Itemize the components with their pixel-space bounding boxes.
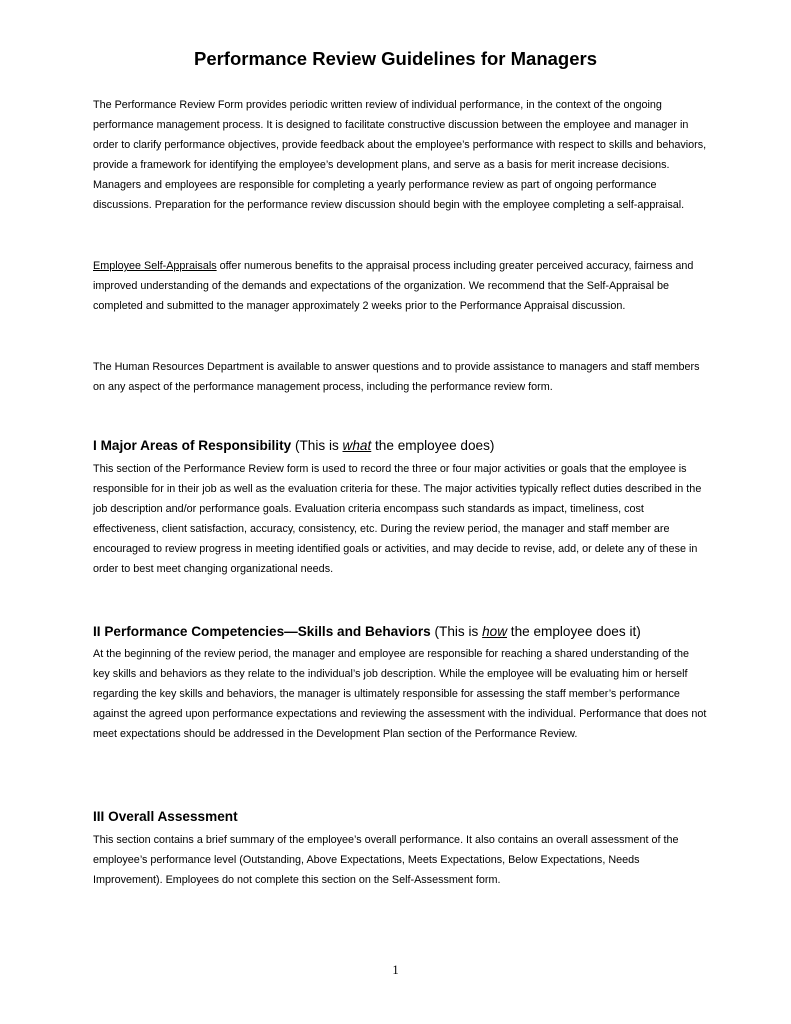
- section-2-body: At the beginning of the review period, the manager and employee are responsible for reaching a shared understanding of the key skills and behaviors as they relate to the individual’s job description. While the employee will be evaluating him or herself regarding the key skills and behaviors, the manager is ultimately responsible for assessing the staff member’s performance against the agreed upon performance expectations and reviewing the assessment with the individual. Performance that does not meet expectations should be addressed in the Development Plan section of the Performance Review.: [93, 648, 707, 741]
- self-appraisal-term: Employee Self-Appraisals: [93, 260, 217, 272]
- section-1-body: This section of the Performance Review form is used to record the three or four major activities or goals that the employee is responsible for in their job as well as the evaluation criteria for these. The major activities typically reflect duties described in the job description and/or performance goals. Evaluation criteria encompass such standards as impact, timeliness, cost effectiveness, client satisfaction, accuracy, consistency, etc. During the review period, the manager and staff member are encouraged to review progress in meeting identified goals or activities, and may decide to revise, add, or delete any of these in order to best meet changing organizational needs.: [93, 463, 702, 576]
- section-1-title: Major Areas of Responsibility: [100, 438, 292, 453]
- section-2-number: II: [93, 624, 101, 639]
- section-2-note: (This is how the employee does it): [434, 624, 641, 639]
- intro-paragraph: The Performance Review Form provides periodic written review of individual performance, in the context of the ongoing performance management process. It is designed to facilitate constructive discussion between the employee and manager in order to clarify performance objectives, provide feedback about the employee’s performance with respect to skills and behaviors, provide a framework for identifying the employee’s development plans, and serve as a basis for merit increase decisions. Managers and employees are responsible for completing a yearly performance review as part of ongoing performance discussions. Preparation for the performance review discussion should begin with the employee completing a self-appraisal.: [93, 99, 707, 212]
- section-3-title: Overall Assessment: [108, 809, 238, 824]
- self-appraisal-text: offer numerous benefits to the appraisal process including greater perceived accuracy, fairness and improved understanding of the demands and expectations of the organization. We recommend that the Self-Appraisal be completed and submitted to the manager approximately 2 weeks prior to the Performance Appraisal discussion.: [93, 260, 694, 313]
- page-title: Performance Review Guidelines for Managers: [193, 48, 598, 69]
- hr-paragraph: The Human Resources Department is available to answer questions and to provide assistance to managers and staff members on any aspect of the performance management process, including the performance review form.: [93, 361, 700, 394]
- page-number: 1: [392, 963, 399, 977]
- section-1-heading: [93, 437, 733, 455]
- section-2-title: Performance Competencies—Skills and Behaviors: [104, 624, 431, 639]
- section-3-number: III: [93, 809, 105, 824]
- section-3-body: This section contains a brief summary of the employee’s overall performance. It also contains an overall assessment of the employee’s performance level (Outstanding, Above Expectations, Meets Expectations, Below Expectations, Needs Improvement). Employees do not complete this section on the Self-Assessment form.: [93, 834, 679, 887]
- section-2-emphasis: how: [482, 624, 508, 639]
- section-1-emphasis: what: [342, 438, 372, 453]
- section-1-note: (This is what the employee does): [294, 438, 495, 453]
- self-appraisal-paragraph: [93, 256, 708, 316]
- section-2-heading: [93, 623, 733, 641]
- section-3-heading: [93, 808, 733, 826]
- section-1-number: I: [93, 438, 97, 453]
